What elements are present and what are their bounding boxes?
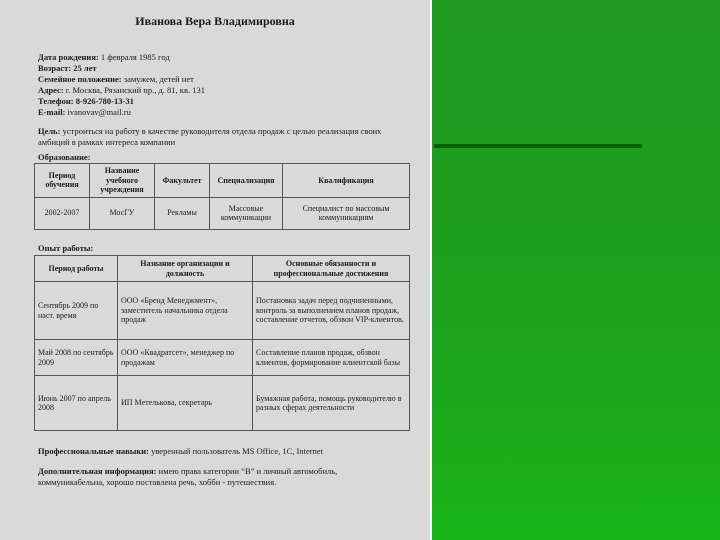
table-cell: Бумажная работа, помощь руководителю в разных сферах деятельности xyxy=(253,376,410,431)
phone-value: 8-926-780-13-31 xyxy=(75,96,134,106)
table-cell: Сентябрь 2009 по наст. время xyxy=(35,282,118,340)
email-line xyxy=(38,107,418,118)
extra-value: имею права категории “В” и личный автомобиль, коммуникабельна, хорошо поставлена речь, хобби - путешествия. xyxy=(38,466,338,487)
family-line xyxy=(38,74,418,85)
green-divider xyxy=(434,144,642,148)
birth-line xyxy=(38,52,418,63)
table-cell: Постановка задач перед подчиненными, контроль за выполнением планов продаж, составление отчетов, обзвон VIP-клиентов. xyxy=(253,282,410,340)
extra-label: Дополнительная информация: xyxy=(38,466,157,476)
phone-line xyxy=(38,96,418,107)
table-cell: Июнь 2007 по апрель 2008 xyxy=(35,376,118,431)
goal-label: Цель: xyxy=(38,126,61,136)
education-heading: Образование: xyxy=(38,152,91,162)
email-label: E-mail: xyxy=(38,107,66,117)
age-label: Возраст: xyxy=(38,63,72,73)
table-row xyxy=(35,376,410,431)
table-cell: Специалист по массовым коммуникациям xyxy=(283,197,410,229)
phone-label: Телефон: xyxy=(38,96,74,106)
address-label: Адрес: xyxy=(38,85,64,95)
table-header: Название учебного учреждения xyxy=(90,164,155,198)
goal xyxy=(38,126,403,148)
table-header: Специализация xyxy=(210,164,283,198)
experience-heading: Опыт работы: xyxy=(38,243,94,253)
table-cell: Рекламы xyxy=(155,197,210,229)
skills xyxy=(38,446,418,457)
table-cell: МосГУ xyxy=(90,197,155,229)
birth-label: Дата рождения: xyxy=(38,52,99,62)
table-header: Период работы xyxy=(35,256,118,282)
resume-name: Иванова Вера Владимировна xyxy=(135,14,295,28)
table-cell: Май 2008 по сентябрь 2009 xyxy=(35,340,118,376)
birth-value: 1 февраля 1985 год xyxy=(100,52,170,62)
email-value: ivanovav@mail.ru xyxy=(67,107,131,117)
family-label: Семейное положение: xyxy=(38,74,122,84)
table-cell: ООО «Бренд Менеджмент», заместитель начальника отдела продаж xyxy=(118,282,253,340)
table-header: Период обучения xyxy=(35,164,90,198)
table-cell: Массовые коммуникации xyxy=(210,197,283,229)
green-background-panel xyxy=(432,0,720,540)
education-table xyxy=(34,163,410,230)
age-line xyxy=(38,63,418,74)
table-cell: ИП Метелькова, секретарь xyxy=(118,376,253,431)
table-row xyxy=(35,340,410,376)
table-cell: ООО «Квадратсет», менеджер по продажам xyxy=(118,340,253,376)
skills-value: уверенный пользователь MS Office, 1С, Internet xyxy=(151,446,323,456)
additional-info xyxy=(38,466,403,488)
age-value: 25 лет xyxy=(73,63,97,73)
goal-value: устроиться на работу в качестве руководителя отдела продаж с целью реализация своих амбиций в рамках интереса компании xyxy=(38,126,382,147)
table-header: Квалификация xyxy=(283,164,410,198)
table-row xyxy=(35,282,410,340)
table-header: Факультет xyxy=(155,164,210,198)
experience-table xyxy=(34,255,410,431)
family-value: замужем, детей нет xyxy=(123,74,194,84)
address-line xyxy=(38,85,418,96)
personal-info xyxy=(38,52,418,118)
table-header: Основные обязанности и профессиональные достижения xyxy=(253,256,410,282)
address-value: г. Москва, Рязанский пр., д. 81, кв. 131 xyxy=(65,85,205,95)
skills-label: Профессиональные навыки: xyxy=(38,446,149,456)
table-cell: 2002-2007 xyxy=(35,197,90,229)
table-cell: Составление планов продаж, обзвон клиентов, формирование клиентской базы xyxy=(253,340,410,376)
table-header: Название организации и должность xyxy=(118,256,253,282)
